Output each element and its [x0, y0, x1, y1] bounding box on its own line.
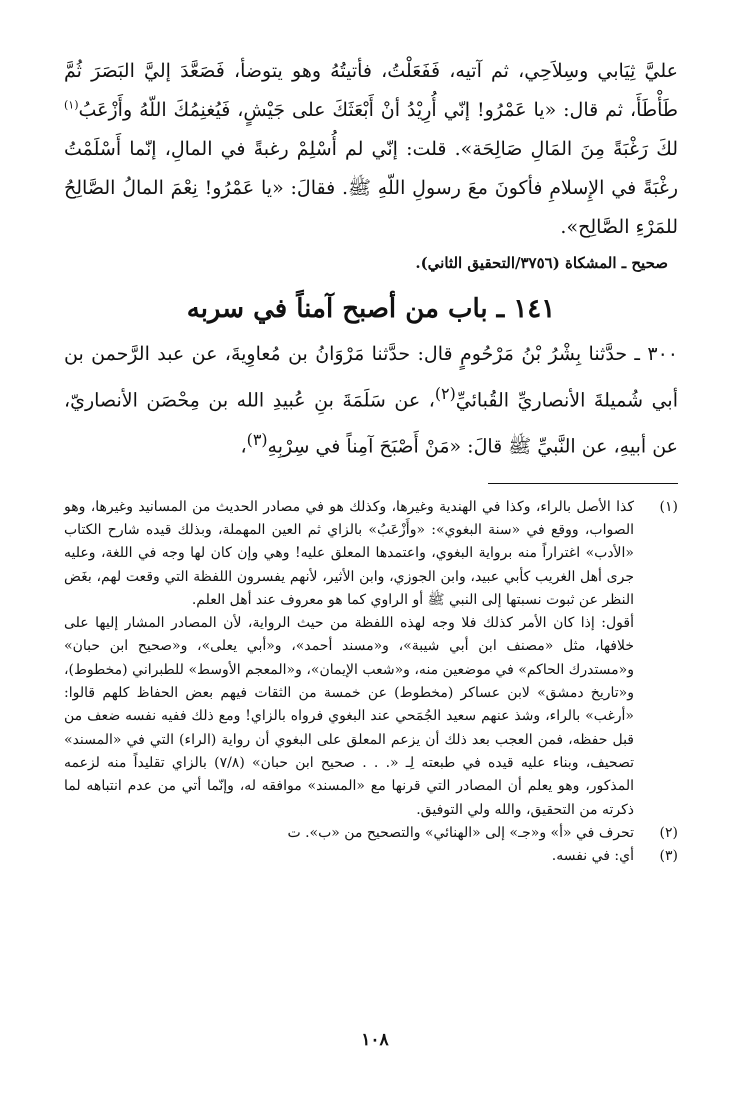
- footnote-number: (٣): [659, 848, 678, 865]
- hadith-text-part: ٣٠٠ ـ حدَّثنا بِشْرُ بْنُ مَرْحُومٍ قال: حدَّثنا مَرْوَانُ بن مُعاوِيةَ، عن عبد الرَّحمن بن أبي شُميلةَ الأنصاريِّ القُبائيِّ: [64, 343, 678, 412]
- footnote-paragraph: تحرف في «أ» و«جـ» إلى «الهنائي» والتصحيح من «ب». ت: [287, 824, 634, 841]
- footnote-separator: [488, 483, 678, 484]
- hadith-continuation-paragraph: [64, 52, 678, 247]
- footnote-paragraph: كذا الأصل بالراء، وكذا في الهندية وغيرها، وكذلك هو في مصادر الحديث من المسانيد وغيرها، وهو الصواب، ووقع في «سنة البغوي»: «وأَزْعَبُ» بالزاي ثم العين المهملة، وبذلك قيده شارح الكتاب «الأدب» اغتراراً منه برواية البغوي، واعتمدها المعلق عليه! وهي وإن كان لها وجه في اللغة، وعليه جرى أهل الغريب كأبي عبيد، وابن الجوزي، وابن الأثير، لأنهم يفسرون اللفظة التي وقعت لهم، بغَض النظر عن ثبوت نسبتها إلى النبي ﷺ أو الراوي كما هو معروف عند أهل العلم.: [64, 498, 634, 608]
- chapter-title: ١٤١ ـ باب من أصبح آمناً في سربه: [186, 294, 556, 324]
- page-number: ١٠٨: [361, 1030, 389, 1050]
- footnote-body: [64, 496, 634, 822]
- hadith-text-part: ، عن سَلَمَةَ بنِ عُبيدِ الله بن مِحْصَن الأنصاريّ، عن أبيهِ، عن النَّبيِّ ﷺ قالَ: «مَنْ أَصْبَحَ آمِناً في سِرْبِهِ: [64, 389, 678, 458]
- footnote-number: (١): [659, 498, 678, 515]
- footnote-marker: (٢): [434, 384, 456, 403]
- footnote-paragraph: أي: في نفسه.: [551, 848, 634, 865]
- footnote-paragraph: أقول: إذا كان الأمر كذلك فلا وجه لهذه اللفظة من حيث الرواية، لأن المصادر المشار إليها على خلافها، مثل «مصنف ابن أبي شيبة»، و«مسند أحمد»، و«أبي يعلى»، و«صحيح ابن حبان» و«مستدرك الحاكم» في موضعين منه، و«شعب الإيمان»، و«المعجم الأوسط» للطبراني (مخطوط)، و«تاريخ دمشق» لابن عساكر (مخطوط) عن خمسة من الثقات فيهم بعض الحفاظ كلهم قالوا: «أرغب» بالراء، وشذ عنهم سعيد الجُمَحي عند البغوي فرواه بالزاي! ومع ذلك ففيه نفسه ضعف من قبل حفظه، فمن العجب بعد ذلك أن يزعم المعلق على البغوي أن رواية (الراء) التي في «المسند» تصحيف، وبناء عليه قيده في طبعته لِـ «. . . صحيح ابن حبان» (٧/٨) بالزاي تقليداً منه لزعمه المذكور، وهو يعلم أن المصادر التي قرنها مع «المسند» موافقه له، وإنّما أتي من عدم انتباهه لما ذكرته من التحقيق، والله ولي التوفيق.: [64, 615, 635, 818]
- hadith-grading: صحيح ـ المشكاة (٣٧٥٦/التحقيق الثاني).: [415, 254, 668, 272]
- footnote: [64, 845, 678, 868]
- footnote-number: (٢): [659, 824, 678, 841]
- hadith-block: [64, 335, 678, 467]
- paragraph-text-continued: لكَ رَغْبَةً مِنَ المَالِ صَالِحَة». قلت: إنّي لم أُسْلِمْ رغبةً في المالِ، إنّما أَسْلَمْتُ رغْبَةً في الإِسلامِ فأكونَ معَ رسولِ اللّهِ ﷺ. فقالَ: «يا عَمْرُو! نِعْمَ المالُ الصَّالِحُ للمَرْءِ الصَّالِح».: [64, 138, 678, 238]
- footnotes: [64, 496, 678, 869]
- footnote-body: [64, 822, 634, 845]
- footnote-marker: (٣): [246, 430, 268, 450]
- footnote-body: [64, 845, 634, 868]
- main-text: [64, 52, 678, 275]
- footnote: [64, 496, 678, 822]
- footnote: [64, 822, 678, 845]
- hadith-text-part: ،: [240, 435, 247, 458]
- hadith-paragraph: [64, 335, 678, 467]
- paragraph-text: عليَّ ثِيَابي وسِلاَحِي، ثم آتيه، فَفَعَلْتُ، فأتيتُهُ وهو يتوضأ، فَصَعَّدَ إليَّ البَصَرَ ثُمَّ طَأْطَأَ، ثم قال: «يا عَمْرُو! إنّي أُرِيْدُ أنْ أَبْعَثَكَ على جَيْشٍ، فَيُغنِمُكَ اللّهُ وأَزْعَبُ: [64, 60, 678, 121]
- footnote-marker: (١): [64, 98, 79, 112]
